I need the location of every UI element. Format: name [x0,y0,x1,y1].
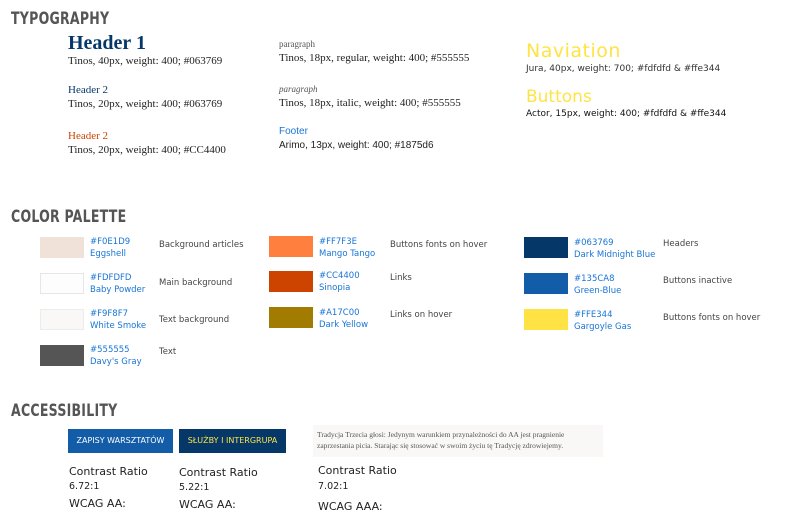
swatch-davys-gray-usage: Text [159,347,177,357]
swatch-baby-powder-hex: #FDFDFD [90,273,132,283]
swatch-eggshell-usage: Background articles [159,240,244,250]
header2-blue-sample: Header 2 [68,84,109,96]
swatch-dark-midnight-blue-hex: #063769 [574,238,614,248]
header1-sample: Header 1 [68,32,146,54]
swatch-gargoyle-gas [524,309,568,330]
swatch-gargoyle-gas-hex: #FFE344 [574,310,613,320]
swatch-dark-midnight-blue-name: Dark Midnight Blue [574,250,656,260]
wcag-aaa-label: WCAG AAA: [318,500,383,513]
footer-sample: Footer [279,126,308,137]
sample-workshops-button[interactable]: ZAPISY WARSZTATÓW [68,429,173,453]
swatch-gargoyle-gas-name: Gargoyle Gas [574,322,632,332]
color-palette-section-title: COLOR PALETTE [11,207,127,227]
swatch-green-blue-hex: #135CA8 [574,274,615,284]
quote-line-2: zaprzestania picia. Starając się stosować w swoim życiu tę Tradycję zdrowiejemy. [317,441,564,450]
contrast-label-3: Contrast Ratio [318,464,397,477]
swatch-eggshell-hex: #F0E1D9 [90,237,131,247]
swatch-green-blue-usage: Buttons inactive [663,276,733,286]
swatch-davys-gray-name: Davy's Gray [90,357,142,367]
swatch-dark-yellow [269,307,313,328]
swatch-dark-yellow-usage: Links on hover [390,310,453,320]
swatch-mango-tango-name: Mango Tango [319,249,376,259]
sample-services-button[interactable]: SŁUŻBY I INTERGRUPA [179,429,286,453]
paragraph-spec: Tinos, 18px, regular, weight: 400; #555555 [279,52,470,64]
swatch-eggshell-name: Eggshell [90,249,126,259]
swatch-dark-yellow-name: Dark Yellow [319,320,369,330]
buttons-sample: Buttons [526,87,592,107]
swatch-gargoyle-gas-usage: Buttons fonts on hover [663,313,761,323]
swatch-sinopia-name: Sinopia [319,283,351,293]
swatch-dark-midnight-blue-usage: Headers [663,239,699,249]
swatch-baby-powder [40,273,84,294]
swatch-green-blue-name: Green-Blue [574,286,622,296]
header2-blue-spec: Tinos, 20px, weight: 400; #063769 [68,98,223,110]
swatch-eggshell [40,237,84,258]
header1-spec: Tinos, 40px, weight: 400; #063769 [68,55,223,67]
navigation-sample: Naviation [526,40,621,62]
wcag-aa-label-2: WCAG AA: [179,498,236,511]
paragraph-italic-spec: Tinos, 18px, italic, weight: 400; #555555 [279,97,461,109]
wcag-aa-label-1: WCAG AA: [69,497,126,510]
swatch-sinopia-usage: Links [390,273,412,283]
contrast-ratio-1: 6.72:1 [69,481,100,492]
header2-red-spec: Tinos, 20px, weight: 400; #CC4400 [68,144,226,156]
quote-sample-box [313,425,603,457]
swatch-davys-gray-hex: #555555 [90,345,130,355]
buttons-spec: Actor, 15px, weight: 400; #fdfdfd & #ffe344 [526,109,727,119]
swatch-mango-tango-usage: Buttons fonts on hover [390,240,488,250]
swatch-davys-gray [40,345,84,366]
swatch-white-smoke-name: White Smoke [90,321,147,331]
swatch-sinopia-hex: #CC4400 [319,271,360,281]
contrast-ratio-3: 7.02:1 [318,481,349,492]
paragraph-sample: paragraph [279,39,315,49]
typography-section-title: TYPOGRAPHY [11,9,110,29]
swatch-baby-powder-name: Baby Powder [90,285,146,295]
contrast-ratio-2: 5.22:1 [179,482,210,493]
contrast-label-2: Contrast Ratio [179,466,258,479]
contrast-label-1: Contrast Ratio [69,465,148,478]
swatch-dark-yellow-hex: #A17C00 [319,308,360,318]
swatch-white-smoke-usage: Text background [159,315,230,325]
accessibility-section-title: ACCESSIBILITY [11,401,118,421]
swatch-white-smoke-hex: #F9F8F7 [90,309,129,319]
footer-spec: Arimo, 13px, weight: 400; #1875d6 [279,140,434,151]
swatch-mango-tango [269,236,313,257]
paragraph-italic-sample: paragraph [279,84,318,94]
swatch-white-smoke [40,309,84,330]
quote-line-1: Tradycja Trzecia głosi: Jedynym warunkiem przynależności do AA jest pragnienie [317,430,565,439]
header2-red-sample: Header 2 [68,130,109,142]
swatch-sinopia [269,271,313,292]
swatch-baby-powder-usage: Main background [159,278,233,288]
swatch-dark-midnight-blue [524,237,568,258]
navigation-spec: Jura, 40px, weight: 700; #fdfdfd & #ffe344 [526,64,721,74]
swatch-green-blue [524,273,568,294]
swatch-mango-tango-hex: #FF7F3E [319,237,357,247]
